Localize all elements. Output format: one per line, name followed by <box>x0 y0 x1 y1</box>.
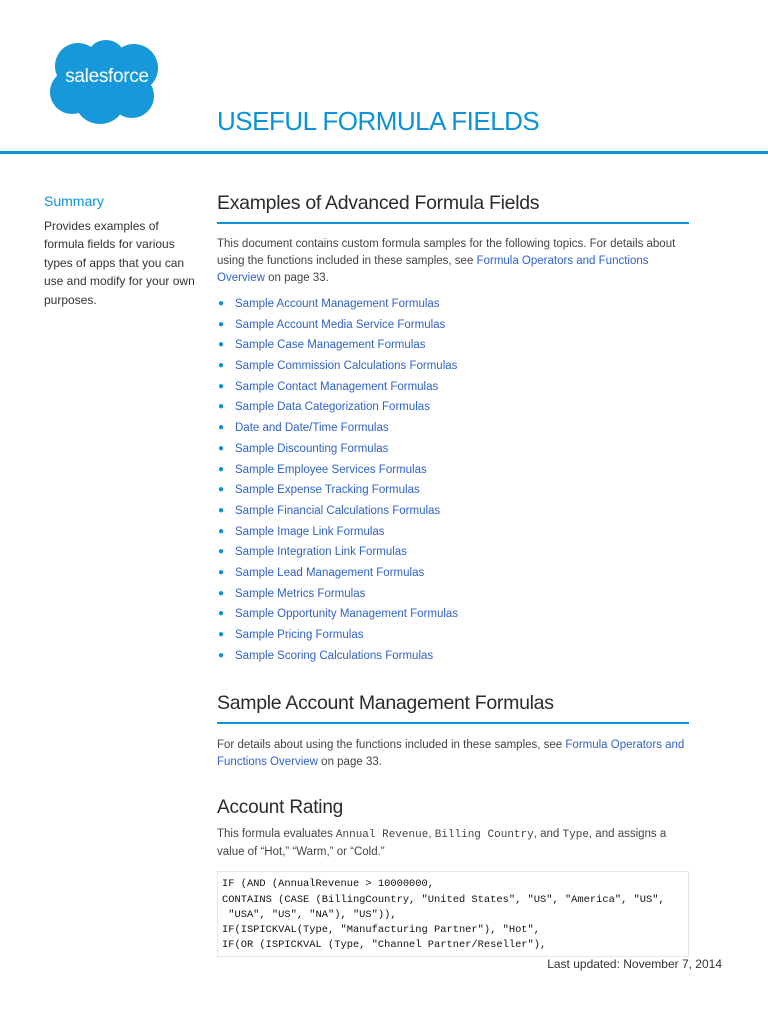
section-heading-account-management: Sample Account Management Formulas <box>217 692 554 715</box>
intro-text-end: on page 33. <box>264 272 329 284</box>
section-divider <box>217 722 689 724</box>
topic-link[interactable]: Sample Discounting Formulas <box>235 442 389 455</box>
topic-list-item[interactable] <box>217 584 689 605</box>
topic-link[interactable]: Sample Account Management Formulas <box>235 298 440 310</box>
bullet-icon: ● <box>218 442 225 454</box>
bullet-icon: ● <box>218 360 225 372</box>
bullet-icon: ● <box>218 649 225 661</box>
topic-list-item[interactable] <box>217 397 689 418</box>
salesforce-logo <box>48 40 166 126</box>
intro-text-end: on page 33. <box>317 756 382 769</box>
bullet-icon: ● <box>218 566 225 578</box>
account-rating-description <box>217 826 689 861</box>
description-text: This formula evaluates <box>217 828 336 841</box>
topic-list-item[interactable] <box>217 542 689 563</box>
intro-text: For details about using the functions included in these samples, see <box>217 739 566 752</box>
topic-list-item[interactable] <box>217 522 689 543</box>
code-line: IF(ISPICKVAL(Type, "Manufacturing Partner"), "Hot", <box>222 923 541 936</box>
bullet-icon: ● <box>218 380 225 392</box>
topic-link[interactable]: Sample Image Link Formulas <box>235 525 385 538</box>
bullet-icon: ● <box>218 587 225 599</box>
topic-link[interactable]: Sample Metrics Formulas <box>235 587 366 600</box>
topic-link[interactable]: Sample Opportunity Management Formulas <box>235 608 459 621</box>
description-text: , and <box>533 828 563 841</box>
subsection-heading-account-rating: Account Rating <box>217 797 344 819</box>
topic-list-item[interactable] <box>217 625 689 646</box>
bullet-icon: ● <box>218 339 225 351</box>
field-name: Billing Country <box>434 829 534 842</box>
topic-link[interactable]: Sample Employee Services Formulas <box>235 463 427 476</box>
formula-operators-link[interactable]: Formula Operators and Functions Overview <box>217 255 649 284</box>
topic-list-item[interactable] <box>217 501 689 522</box>
summary-heading: Summary <box>44 193 104 209</box>
bullet-icon: ● <box>218 608 225 620</box>
summary-sidebar <box>44 193 202 309</box>
bullet-icon: ● <box>218 463 225 475</box>
topic-link[interactable]: Sample Case Management Formulas <box>235 339 426 352</box>
document-title: USEFUL FORMULA FIELDS <box>217 106 540 136</box>
topic-link[interactable]: Sample Integration Link Formulas <box>235 546 407 559</box>
examples-intro <box>217 236 689 287</box>
bullet-icon: ● <box>218 629 225 640</box>
account-management-intro <box>217 737 689 771</box>
bullet-icon: ● <box>218 504 225 516</box>
topic-list-item[interactable] <box>217 460 689 481</box>
topic-list <box>217 294 689 666</box>
field-name: Type <box>562 829 589 842</box>
topic-list-item[interactable] <box>217 315 689 336</box>
section-divider <box>217 222 689 224</box>
code-line: IF(OR (ISPICKVAL (Type, "Channel Partner/Reseller"), <box>222 939 547 952</box>
intro-text: This document contains custom formula samples for the following topics. For details about using the functions included in these samples, see <box>217 238 676 267</box>
topic-list-item[interactable] <box>217 335 689 356</box>
bullet-icon: ● <box>218 546 225 558</box>
topic-list-item[interactable] <box>217 294 689 315</box>
topic-link[interactable]: Sample Account Media Service Formulas <box>235 318 446 331</box>
code-line: IF (AND (AnnualRevenue > 10000000, <box>222 878 435 891</box>
topic-list-item[interactable] <box>217 356 689 377</box>
topic-link[interactable]: Sample Contact Management Formulas <box>235 380 439 393</box>
topic-link[interactable]: Date and Date/Time Formulas <box>235 422 389 435</box>
section-heading-examples: Examples of Advanced Formula Fields <box>217 192 540 214</box>
topic-list-item[interactable] <box>217 377 689 398</box>
code-line: CONTAINS (CASE (BillingCountry, "United States", "US", "America", "US", <box>222 893 665 906</box>
topic-link[interactable]: Sample Commission Calculations Formulas <box>235 360 458 373</box>
topic-list-item[interactable] <box>217 604 689 625</box>
topic-list-item[interactable] <box>217 646 689 667</box>
formula-code-block <box>217 871 689 957</box>
bullet-icon: ● <box>218 401 225 413</box>
topic-list-item[interactable] <box>217 418 689 439</box>
header-divider <box>0 151 768 154</box>
last-updated: Last updated: November 7, 2014 <box>547 957 722 971</box>
bullet-icon: ● <box>218 318 225 330</box>
topic-list-item[interactable] <box>217 563 689 584</box>
topic-link[interactable]: Sample Pricing Formulas <box>235 629 364 641</box>
bullet-icon: ● <box>218 298 225 309</box>
topic-link[interactable]: Sample Expense Tracking Formulas <box>235 484 420 497</box>
topic-list-item[interactable] <box>217 439 689 460</box>
bullet-icon: ● <box>218 484 225 496</box>
bullet-icon: ● <box>218 422 225 434</box>
field-name: Annual Revenue <box>335 829 429 842</box>
topic-link[interactable]: Sample Lead Management Formulas <box>235 566 425 579</box>
code-line: "USA", "US", "NA"), "US")), <box>222 908 397 921</box>
description-text: , and assigns a value of “Hot,” “Warm,” or “Cold.” <box>217 828 667 859</box>
formula-operators-link[interactable]: Formula Operators and Functions Overview <box>217 739 685 769</box>
summary-text: Provides examples of formula fields for various types of apps that you can use and modify for your own purposes. <box>44 219 195 307</box>
topic-list-item[interactable] <box>217 480 689 501</box>
main-content <box>217 192 689 957</box>
topic-link[interactable]: Sample Scoring Calculations Formulas <box>235 649 434 662</box>
bullet-icon: ● <box>218 525 225 537</box>
description-text: , <box>428 828 435 841</box>
topic-link[interactable]: Sample Financial Calculations Formulas <box>235 504 441 517</box>
logo-text: salesforce <box>65 66 149 87</box>
topic-link[interactable]: Sample Data Categorization Formulas <box>235 401 430 414</box>
